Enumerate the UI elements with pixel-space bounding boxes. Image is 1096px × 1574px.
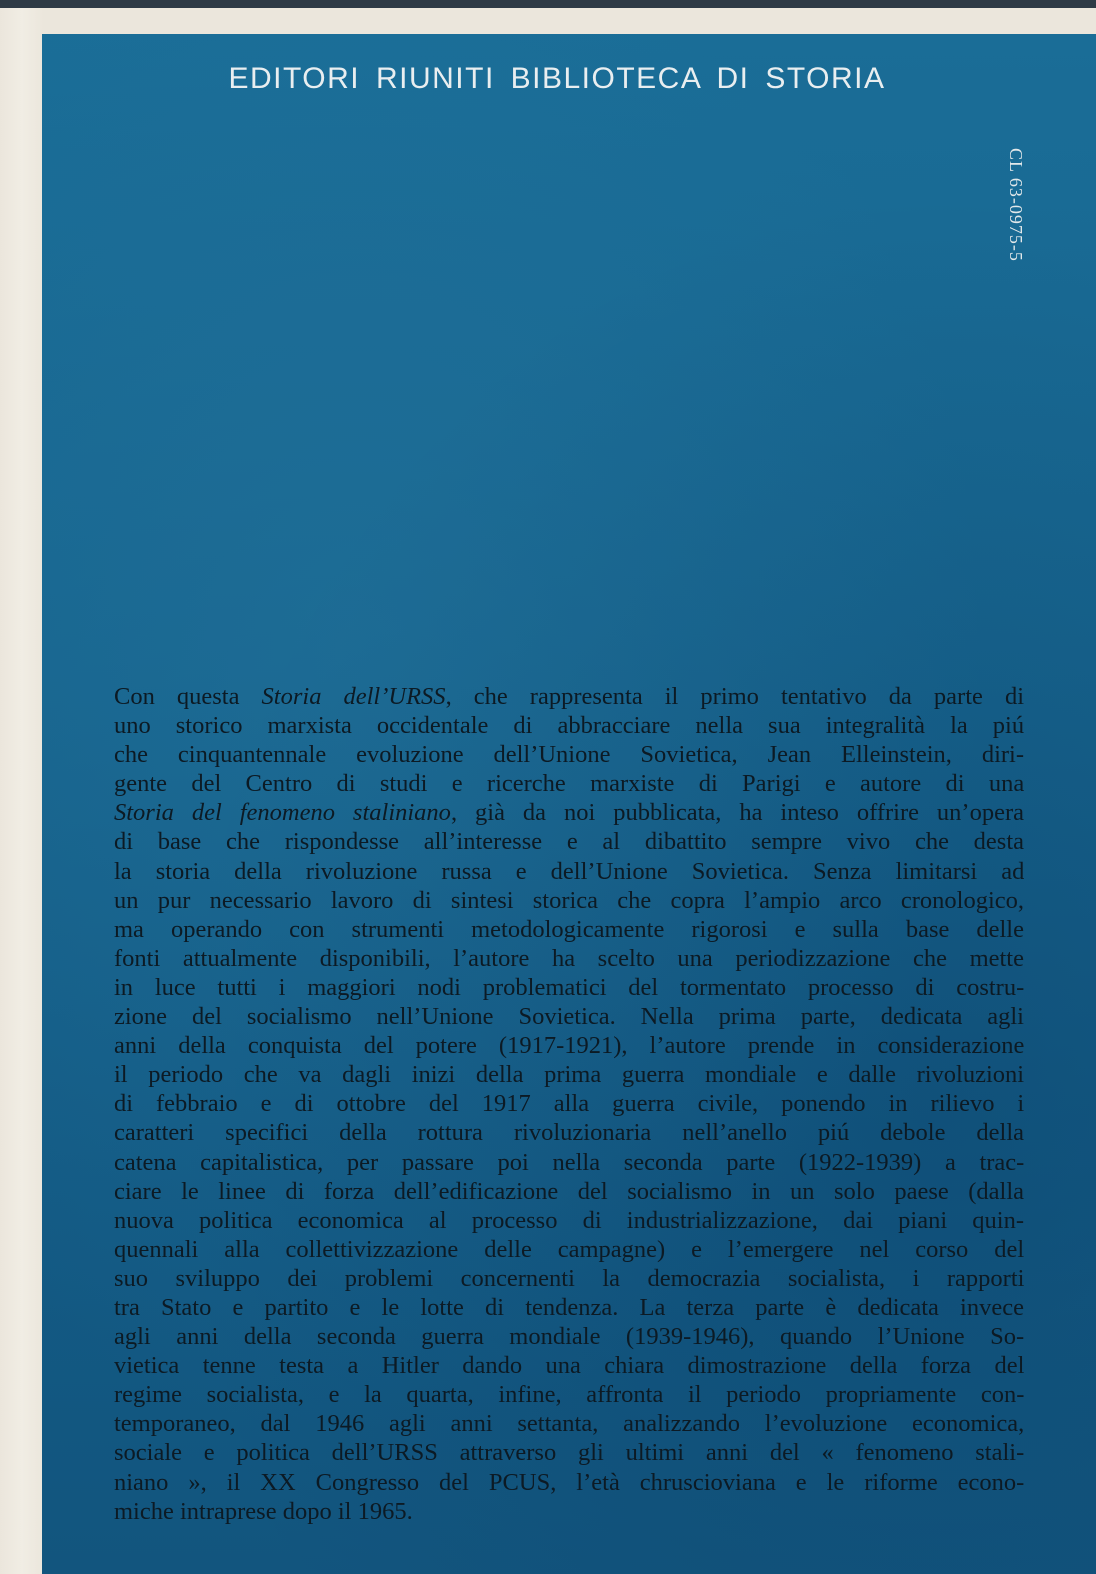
blurb-line: Con questa Storia dell’URSS, che rappresenta il primo tentativo da parte di <box>114 683 1024 710</box>
blurb-line: Storia del fenomeno staliniano, già da noi pubblicata, ha inteso offrire un’opera <box>114 799 1024 827</box>
blurb-line: zione del socialismo nell’Unione Sovietica. Nella prima parte, dedicata agli <box>114 1003 1024 1031</box>
blurb-line: tra Stato e partito e le lotte di tendenza. La terza parte è dedicata invece <box>114 1293 1024 1321</box>
blurb-line: vietica tenne testa a Hitler dando una chiara dimostrazione della forza del <box>114 1352 1024 1380</box>
scan-edge <box>0 0 1096 8</box>
blurb-line: anni della conquista del potere (1917-1921), l’autore prende in considerazione <box>114 1032 1024 1060</box>
blurb-line: sociale e politica dell’URSS attraverso gli ultimi anni del « fenomeno stali- <box>114 1439 1024 1467</box>
blurb-line: che cinquantennale evoluzione dell’Unione Sovietica, Jean Elleinstein, diri- <box>114 741 1024 769</box>
blurb-line: di base che rispondesse all’interesse e al dibattito sempre vivo che desta <box>114 828 1024 856</box>
blurb-line: suo sviluppo dei problemi concernenti la democrazia socialista, i rapporti <box>114 1264 1024 1292</box>
blurb-line: temporaneo, dal 1946 agli anni settanta, analizzando l’evoluzione economica, <box>114 1410 1024 1438</box>
blurb-line: ma operando con strumenti metodologicamente rigorosi e sulla base delle <box>114 915 1024 943</box>
blurb-line: uno storico marxista occidentale di abbracciare nella sua integralità la piú <box>114 712 1024 740</box>
cover-panel <box>42 34 1096 1574</box>
blurb-line: quennali alla collettivizzazione delle campagne) e l’emergere nel corso del <box>114 1235 1024 1263</box>
blurb-line: nuova politica economica al processo di industrializzazione, dai piani quin- <box>114 1206 1024 1234</box>
blurb-line: agli anni della seconda guerra mondiale (1939-1946), quando l’Unione So- <box>114 1323 1024 1351</box>
blurb-line: gente del Centro di studi e ricerche marxiste di Parigi e autore di una <box>114 770 1024 798</box>
blurb-line: ciare le linee di forza dell’edificazione del socialismo in un solo paese (dalla <box>114 1177 1024 1205</box>
blurb-line: regime socialista, e la quarta, infine, affronta il periodo propriamente con- <box>114 1381 1024 1409</box>
catalog-code: CL 63-0975-5 <box>1006 148 1026 262</box>
blurb-line: di febbraio e di ottobre del 1917 alla guerra civile, ponendo in rilievo i <box>114 1090 1024 1118</box>
series-header: EDITORI RIUNITI BIBLIOTECA DI STORIA <box>228 62 886 95</box>
blurb-line-last: miche intraprese dopo il 1965. <box>114 1497 413 1525</box>
blurb-text <box>114 682 1024 1526</box>
blurb-line: un pur necessario lavoro di sintesi storica che copra l’ampio arco cronologico, <box>114 886 1024 914</box>
blurb-line: in luce tutti i maggiori nodi problematici del tormentato processo di costru- <box>114 973 1024 1001</box>
blurb-line: caratteri specifici della rottura rivoluzionaria nell’anello piú debole della <box>114 1119 1024 1147</box>
blurb-line: niano », il XX Congresso del PCUS, l’età chruscioviana e le riforme econo- <box>114 1468 1024 1496</box>
blurb-line: il periodo che va dagli inizi della prima guerra mondiale e dalle rivoluzioni <box>114 1061 1024 1089</box>
blurb-line: catena capitalistica, per passare poi nella seconda parte (1922-1939) a trac- <box>114 1148 1024 1176</box>
blurb-line: fonti attualmente disponibili, l’autore ha scelto una periodizzazione che mette <box>114 944 1024 972</box>
blurb-line: la storia della rivoluzione russa e dell’Unione Sovietica. Senza limitarsi ad <box>114 857 1024 885</box>
